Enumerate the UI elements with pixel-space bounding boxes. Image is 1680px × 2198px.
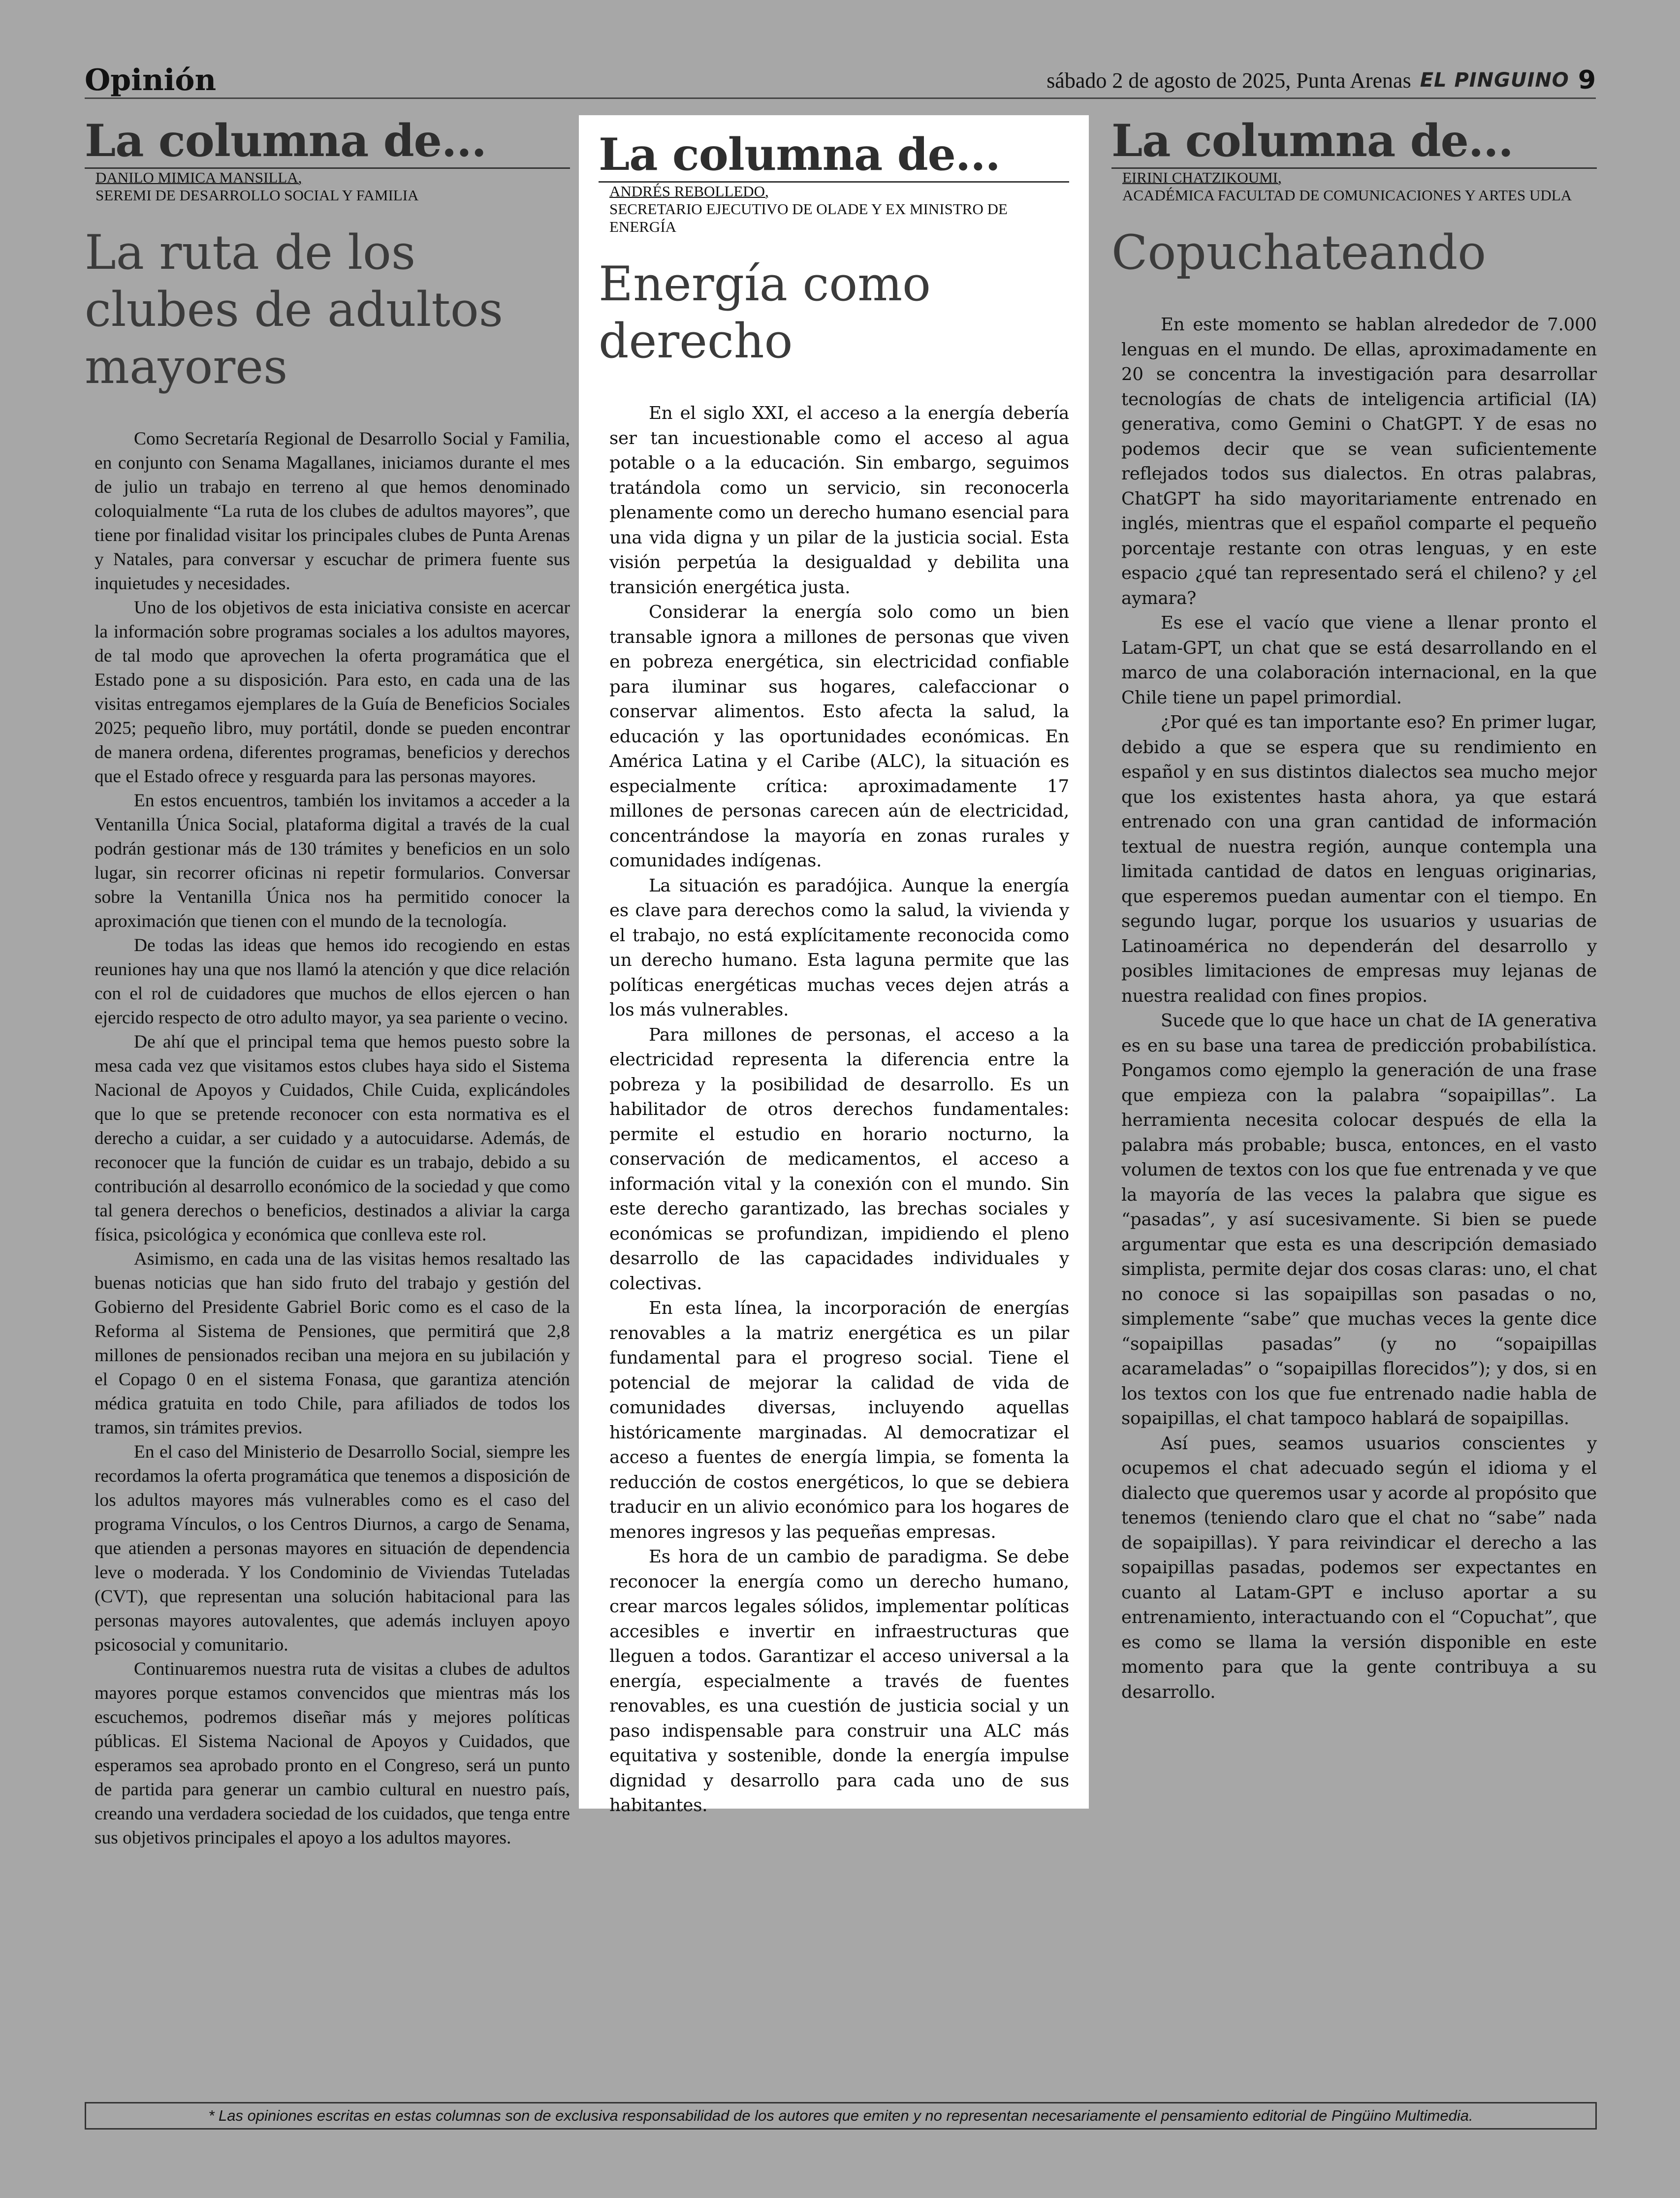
- paragraph: De ahí que el principal tema que hemos puesto sobre la mesa cada vez que visitamos estos clubes haya sido el Sistema Nacional de Apoyos y Cuidados, Chile Cuida, explicándoles que lo que se pretende reconocer con esta normativa es el derecho a cuidar, a ser cuidado y a autocuidarse. Además, de reconocer que la función de cuidar es un trabajo, debido a su contribución al desarrollo económico de la sociedad y que como tal genera derechos o beneficios, destinados a aliviar la carga física, psicológica y económica que conlleva este rol.: [95, 1032, 570, 1245]
- author-role: SEREMI DE DESARROLLO SOCIAL Y FAMILIA: [95, 187, 419, 204]
- column-kicker: La columna de...: [599, 128, 1000, 181]
- column-kicker: La columna de...: [1111, 115, 1513, 167]
- date-line: sábado 2 de agosto de 2025, Punta Arenas: [1046, 68, 1411, 93]
- paragraph: Es ese el vacío que viene a llenar pronto el Latam-GPT, un chat que se está desarrollando en el marco de una colaboración internacional, en la que Chile tiene un papel primordial.: [1121, 613, 1597, 708]
- author-role: SECRETARIO EJECUTIVO DE OLADE Y EX MINISTRO DE ENERGÍA: [609, 200, 1008, 235]
- page-number: 9: [1578, 65, 1596, 95]
- header-meta: [1046, 63, 1596, 97]
- paragraph: La situación es paradójica. Aunque la energía es clave para derechos como la salud, la vivienda y el trabajo, no está explícitamente reconocida como un derecho humano. Esta laguna permite que las políticas energéticas muchas veces dejen atrás a los más vulnerables.: [609, 875, 1069, 1020]
- paragraph: Como Secretaría Regional de Desarrollo Social y Familia, en conjunto con Senama Magallanes, iniciamos durante el mes de julio un trabajo en terreno al que hemos denominado coloquialmente “La ruta de los clubes de adultos mayores”, que tiene por finalidad visitar los principales clubes de Punta Arenas y Natales, para conversar y escuchar de primera fuente sus inquietudes y necesidades.: [95, 429, 570, 594]
- article-body: [1111, 313, 1597, 1705]
- page-header: [85, 63, 1596, 99]
- byline: [599, 183, 1069, 236]
- paragraph: En el siglo XXI, el acceso a la energía debería ser tan incuestionable como el acceso al agua potable o a la educación. Sin embargo, seguimos tratándola como un servicio, sin reconocerla plenamente como un derecho humano esencial para una vida digna y un pilar de la justicia social. Esta visión perpetúa la desigualdad y debilita una transición energética justa.: [609, 403, 1069, 598]
- section-title: Opinión: [85, 63, 217, 97]
- article-headline: La ruta de los clubes de adultos mayores: [85, 225, 503, 394]
- paragraph: En este momento se hablan alrededor de 7.000 lenguas en el mundo. De ellas, aproximadamente en 20 se concentra la investigación para desarrollar tecnologías de chats de inteligencia artificial (IA) generativa, como Gemini o ChatGPT. Y de esas no podemos decir que se vean suficientemente reflejados todos sus dialectos. En otras palabras, ChatGPT ha sido mayoritariamente entrenado en inglés, mientras que el español comparte el pequeño porcentaje restante con otras lenguas, y en este espacio ¿qué tan representado será el chileno? y ¿el aymara?: [1121, 315, 1597, 608]
- paragraph: Continuaremos nuestra ruta de visitas a clubes de adultos mayores porque estamos convencidos que mientras más los escuchemos, podremos diseñar más y mejores políticas públicas. El Sistema Nacional de Apoyos y Cuidados, que esperamos sea aprobado pronto en el Congreso, será un punto de partida para generar un cambio cultural en nuestro país, creando una verdadera sociedad de los cuidados, que tenga entre sus objetivos principales el apoyo a los adultos mayores.: [95, 1659, 570, 1848]
- paragraph: Asimismo, en cada una de las visitas hemos resaltado las buenas noticias que han sido fruto del trabajo y gestión del Gobierno del Presidente Gabriel Boric como es el caso de la Reforma al Sistema de Pensiones, que permitirá que 2,8 millones de pensionados reciban una mejora en su jubilación y el Copago 0 en el sistema Fonasa, que garantiza atención médica gratuita en todo Chile, para afiliados de todos los tramos, sin trámites previos.: [95, 1249, 570, 1438]
- author-name: ANDRÉS REBOLLEDO,: [609, 183, 769, 200]
- newspaper-logo: EL PINGUINO: [1420, 69, 1569, 92]
- paragraph: Es hora de un cambio de paradigma. Se debe reconocer la energía como un derecho humano, crear marcos legales sólidos, implementar políticas accesibles e invertir en infraestructuras que lleguen a todos. Garantizar el acceso universal a la energía, especialmente a través de fuentes renovables, es una cuestión de justicia social y un paso indispensable para construir una ALC más equitativa y sostenible, donde la energía impulse dignidad y desarrollo para cada uno de sus habitantes.: [609, 1547, 1069, 1816]
- footer-disclaimer: * Las opiniones escritas en estas columnas son de exclusiva responsabilidad de los autores que emiten y no representan necesariamente el pensamiento editorial de Pingüino Multimedia.: [85, 2102, 1597, 2130]
- article-headline: Copuchateando: [1111, 225, 1487, 280]
- paragraph: Uno de los objetivos de esta iniciativa consiste en acercar la información sobre programas sociales a los adultos mayores, de tal modo que aprovechen la oferta programática que el Estado pone a su disposición. Para esto, en cada una de las visitas entregamos ejemplares de la Guía de Beneficios Sociales 2025; pequeño libro, muy portátil, donde se pueden encontrar de manera ordena, diferentes programas, beneficios y derechos que el Estado ofrece y resguarda para las personas mayores.: [95, 598, 570, 787]
- paragraph: En el caso del Ministerio de Desarrollo Social, siempre les recordamos la oferta programática que tenemos a disposición de los adultos mayores más vulnerables como es el caso del programa Vínculos, o los Centros Diurnos, a cargo de Senama, que atienden a personas mayores en situación de dependencia leve o moderada. Y los Condominio de Viviendas Tuteladas (CVT), que representan una solución habitacional para las personas mayores autovalentes, que además incluyen apoyo psicosocial y comunitario.: [95, 1442, 570, 1656]
- paragraph: De todas las ideas que hemos ido recogiendo en estas reuniones hay una que nos llamó la atención y que dice relación con el rol de cuidadores que muchos de ellos ejercen o han ejercido respecto de otro adulto mayor, ya sea pariente o vecino.: [95, 935, 570, 1028]
- author-name: EIRINI CHATZIKOUMI,: [1122, 169, 1282, 186]
- author-role: ACADÉMICA FACULTAD DE COMUNICACIONES Y ARTES UDLA: [1122, 187, 1572, 204]
- paragraph: En esta línea, la incorporación de energías renovables a la matriz energética es un pilar fundamental para el progreso social. Tiene el potencial de mejorar la calidad de vida de comunidades diversas, incluyendo aquellas históricamente marginadas. Al democratizar el acceso a fuentes de energía limpia, se fomenta la reducción de costos energéticos, lo que se debiera traducir en un alivio económico para los hogares de menores ingresos y las pequeñas empresas.: [609, 1298, 1069, 1542]
- paragraph: ¿Por qué es tan importante eso? En primer lugar, debido a que se espera que su rendimiento en español y en sus distintos dialectos sea mucho mejor que los existentes hasta ahora, ya que estará entrenado con una gran cantidad de información textual de nuestra región, aunque contempla una limitada cantidad de datos en lenguas originarias, que esperemos puedan aumentar con el tiempo. En segundo lugar, porque los usuarios y usuarias de Latinoamérica no dependerán del desarrollo y posibles limitaciones de empresas muy lejanas de nuestra realidad con fines propios.: [1121, 712, 1597, 1006]
- article-headline: Energía como derecho: [599, 256, 931, 369]
- article-body: [85, 427, 570, 1850]
- byline: [1111, 169, 1597, 204]
- opinion-column-2: [579, 115, 1089, 1816]
- paragraph: Así pues, seamos usuarios conscientes y ocupemos el chat adecuado según el idioma y el dialecto que queremos usar y acorde al propósito que tenemos (teniendo claro que el chat no “sabe” nada de sopaipillas). Y para reivindicar el derecho a las sopaipillas pasadas, podemos ser expectantes en cuanto al Latam-GPT e incluso aportar a su entrenamiento, interactuando con el “Copuchat”, que es como se llama la versión disponible en este momento para que la gente contribuya a su desarrollo.: [1121, 1433, 1597, 1702]
- paragraph: Sucede que lo que hace un chat de IA generativa es en su base una tarea de predicción probabilística. Pongamos como ejemplo la generación de una frase que empieza con la palabra “sopaipillas”. La herramienta necesita colocar después de ella la palabra más probable; busca, entonces, en el vasto volumen de textos con los que fue entrenada y ve que la mayoría de las veces la palabra que sigue es “pasadas”, y así sucesivamente. Si bien se puede argumentar que esta es una descripción demasiado simplista, permite dejar dos cosas claras: uno, el chat no conoce si las sopaipillas son pasadas o no, simplemente “sabe” que muchas veces la gente dice “sopaipillas pasadas” (y no “sopaipillas acarameladas” o “sopaipillas florecidos”); y dos, si en los textos con los que fue entrenado nadie habla de sopaipillas, el chat tampoco hablará de sopaipillas.: [1121, 1011, 1597, 1429]
- paragraph: Considerar la energía solo como un bien transable ignora a millones de personas que viven en pobreza energética, sin electricidad confiable para iluminar sus hogares, calefaccionar o conservar alimentos. Esto afecta la salud, la educación y las oportunidades económicas. En América Latina y el Caribe (ALC), la situación es especialmente crítica: aproximadamente 17 millones de personas carecen aún de electricidad, concentrándose la mayoría en zonas rurales y comunidades indígenas.: [609, 602, 1069, 871]
- author-name: DANILO MIMICA MANSILLA,: [95, 169, 302, 186]
- paragraph: Para millones de personas, el acceso a la electricidad representa la diferencia entre la pobreza y la posibilidad de desarrollo. Es un habilitador de otros derechos fundamentales: permite el estudio en horario nocturno, la conservación de medicamentos, el acceso a información vital y la conexión con el mundo. Sin este derecho garantizado, las brechas sociales y económicas se profundizan, impidiendo el pleno desarrollo de las capacidades individuales y colectivas.: [609, 1024, 1069, 1294]
- opinion-column-1: [85, 116, 570, 1850]
- opinion-column-3: [1111, 116, 1597, 1705]
- column-kicker: La columna de...: [85, 115, 486, 167]
- paragraph: En estos encuentros, también los invitamos a acceder a la Ventanilla Única Social, plataforma digital a través de la cual podrán gestionar más de 130 trámites y beneficios en un solo lugar, sin recorrer oficinas ni repetir formularios. Conversar sobre la Ventanilla Única nos ha permitido conocer la aproximación que tienen con el mundo de la tecnología.: [95, 791, 570, 932]
- article-body: [599, 401, 1069, 1818]
- byline: [85, 169, 570, 204]
